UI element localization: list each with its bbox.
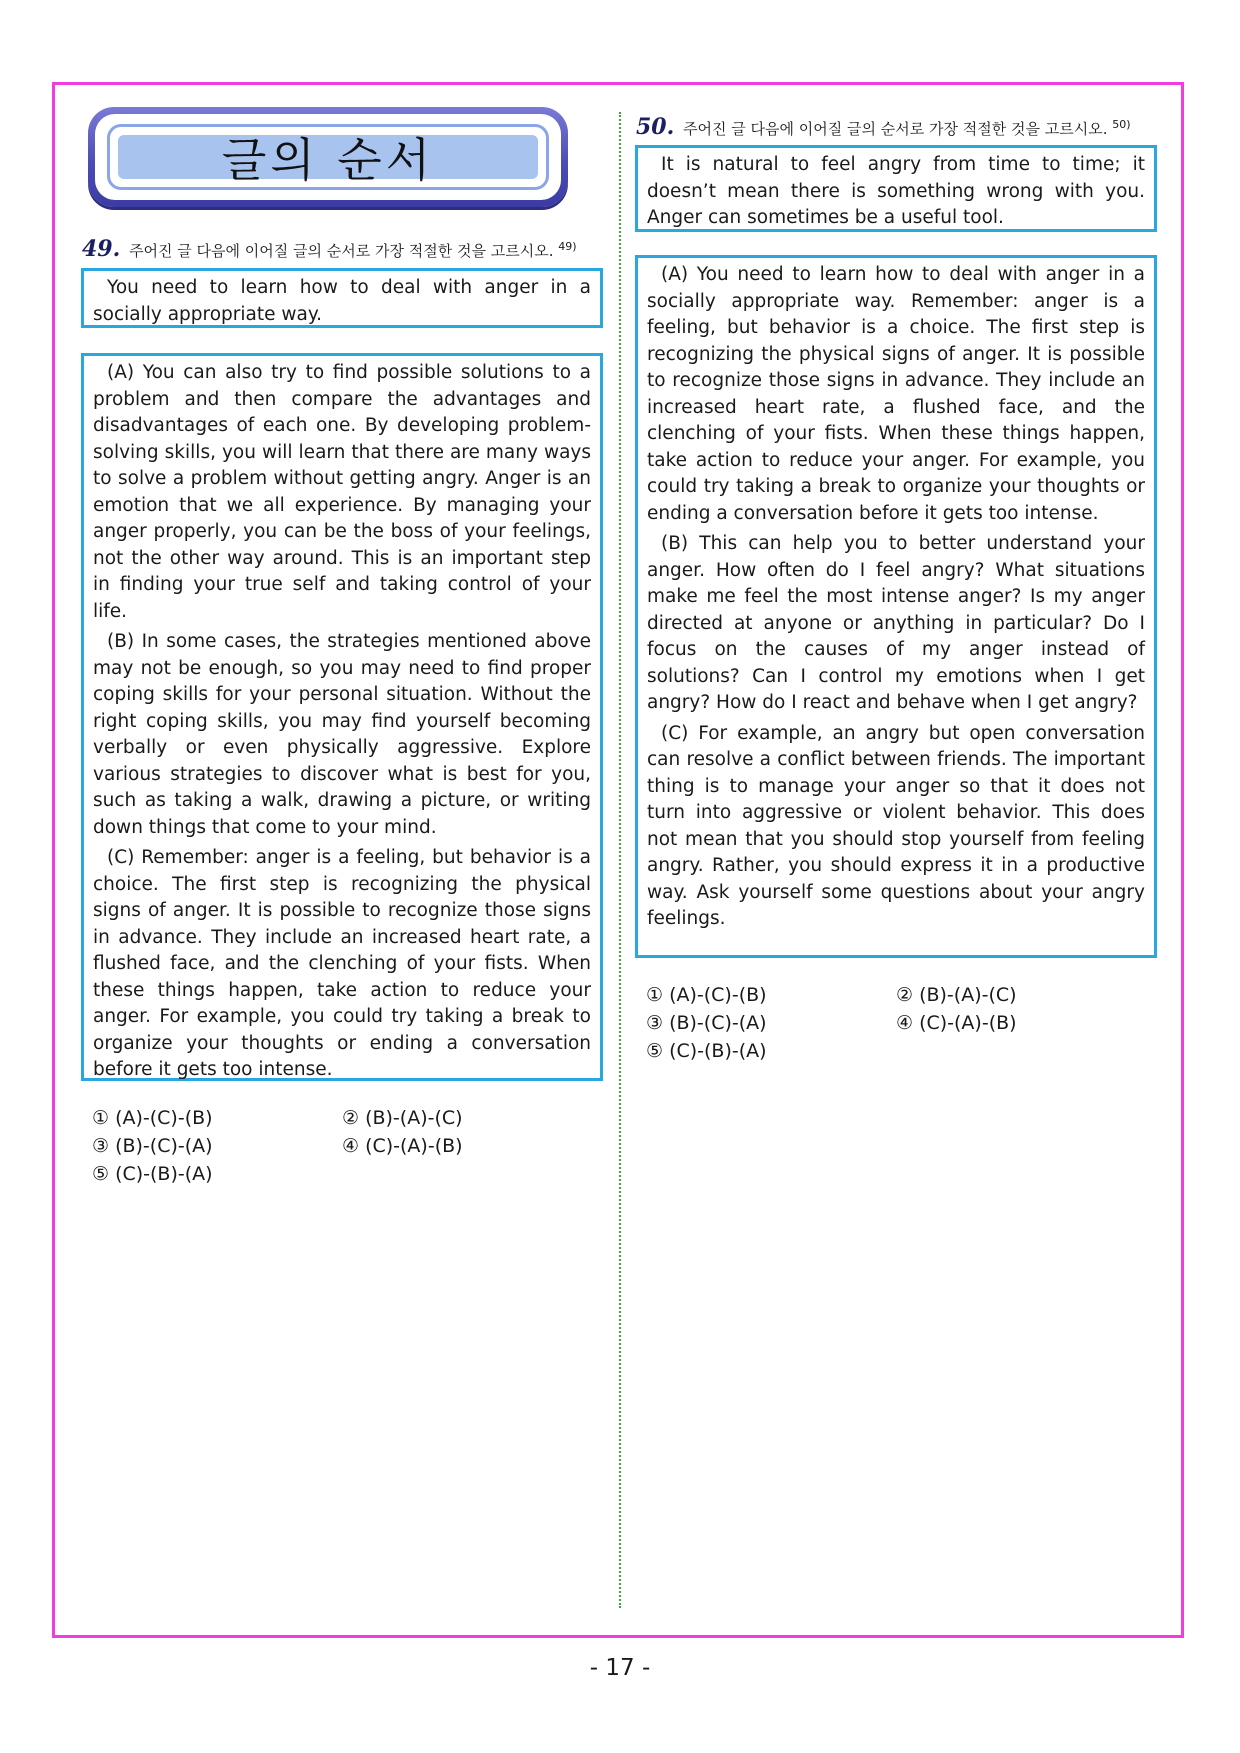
question-50-number: 50.: [636, 114, 675, 140]
question-50-paragraph-c: (C) For example, an angry but open conversation can resolve a conflict between friends. The important thing is to manage your anger so that it does not turn into aggressive or violent behavior. This does not mean that you should stop yourself from feeling angry. Rather, you should express it in a productive way. Ask yourself some questions about your angry feelings.: [647, 722, 1145, 929]
question-50-paragraph-b: (B) This can help you to better understand your anger. How often do I feel angry? What situations make me feel the most intense anger? Is my anger directed at anyone or anything in particular? Do I focus on the causes of my anger instead of solutions? Can I control my emotions when I get angry? How do I react and behave when I get angry?: [647, 533, 1145, 713]
question-50-prompt: 주어진 글 다음에 이어질 글의 순서로 가장 적절한 것을 고르시오.: [683, 120, 1108, 138]
question-49-options: [92, 1105, 592, 1187]
banner-inner-frame: [107, 124, 549, 190]
question-50-options: [646, 982, 1146, 1064]
question-49-number: 49.: [82, 236, 121, 262]
banner-frame: [95, 114, 561, 200]
question-50-given-box: [635, 145, 1157, 232]
question-49-option-2[interactable]: ② (B)-(A)-(C): [342, 1107, 463, 1129]
question-50-footnote: 50): [1112, 118, 1131, 131]
question-49-paragraph-b: (B) In some cases, the strategies mentioned above may not be enough, so you may need to find proper coping skills for your personal situation. Without the right coping skills, you may find yourself becoming verbally or even physically aggressive. Explore various strategies to discover what is best for you, such as taking a walk, drawing a picture, or writing down things that come to your mind.: [93, 631, 591, 838]
page-number: - 17 -: [589, 1655, 651, 1681]
question-50-passage-box: [635, 255, 1157, 958]
question-49-option-4[interactable]: ④ (C)-(A)-(B): [342, 1135, 463, 1157]
question-49-option-5[interactable]: ⑤ (C)-(B)-(A): [92, 1163, 213, 1185]
question-50-option-4[interactable]: ④ (C)-(A)-(B): [896, 1012, 1017, 1034]
question-50-option-1[interactable]: ① (A)-(C)-(B): [646, 984, 767, 1006]
question-49-option-3[interactable]: ③ (B)-(C)-(A): [92, 1135, 213, 1157]
column-divider: [619, 112, 621, 1608]
question-49-prompt: 주어진 글 다음에 이어질 글의 순서로 가장 적절한 것을 고르시오.: [129, 242, 554, 260]
question-49-header: [82, 236, 577, 262]
question-49-footnote: 49): [558, 240, 577, 253]
question-50-paragraph-a: (A) You need to learn how to deal with anger in a socially appropriate way. Remember: anger is a feeling, but behavior is a choice. The first step is recognizing the physical signs of anger. It is possible to recognize those signs in advance. They include an increased heart rate, a flushed face, and the clenching of your fists. When these things happen, take action to reduce your anger. For example, you could try taking a break to organize your thoughts or ending a conversation before it gets too intense.: [647, 264, 1145, 524]
question-49-option-1[interactable]: ① (A)-(C)-(B): [92, 1107, 213, 1129]
question-49-paragraph-a: (A) You can also try to find possible solutions to a problem and then compare the advantages and disadvantages of each one. By developing problem-solving skills, you will learn that there are many ways to solve a problem without getting angry. Anger is an emotion that we all experience. By managing your anger properly, you can be the boss of your feelings, not the other way around. This is an important step in finding your true self and taking control of your life.: [93, 362, 591, 622]
section-title-banner: [88, 107, 568, 207]
question-50-option-2[interactable]: ② (B)-(A)-(C): [896, 984, 1017, 1006]
question-49-paragraph-c: (C) Remember: anger is a feeling, but behavior is a choice. The first step is recognizing the physical signs of anger. It is possible to recognize those signs in advance. They include an increased heart rate, a flushed face, and the clenching of your fists. When these things happen, take action to reduce your anger. For example, you could try taking a break to organize your thoughts or ending a conversation before it gets too intense.: [93, 847, 591, 1080]
question-50-given-text: It is natural to feel angry from time to time; it doesn’t mean there is something wrong with you. Anger can sometimes be a useful tool.: [647, 154, 1145, 228]
question-49-passage-box: [81, 353, 603, 1081]
section-title: 글의 순서: [221, 133, 435, 187]
banner-face: [118, 133, 538, 187]
question-50-header: [636, 114, 1131, 140]
question-49-given-text: You need to learn how to deal with anger in a socially appropriate way.: [93, 277, 591, 325]
question-50-option-3[interactable]: ③ (B)-(C)-(A): [646, 1012, 767, 1034]
question-50-option-5[interactable]: ⑤ (C)-(B)-(A): [646, 1040, 767, 1062]
question-49-given-box: [81, 268, 603, 328]
